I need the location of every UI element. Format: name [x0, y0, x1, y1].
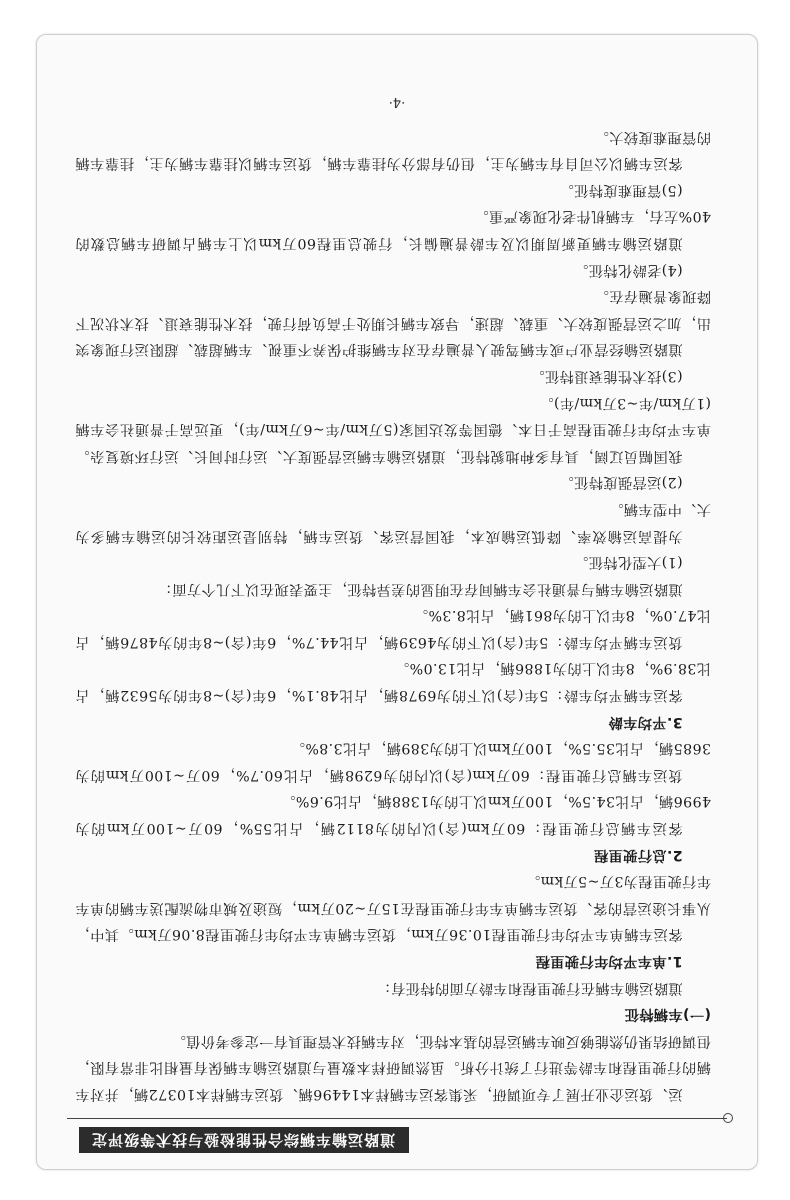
- paragraph: 为提高运输效率、降低运输成本，我国营运客、货运车辆，特别是运距较长的运输车辆多为大、中型车辆。: [75, 500, 711, 544]
- paragraph: 道路运输车辆更新周期以及车龄普遍偏长，行驶总里程60万km以上车辆占调研车辆总数的40%左右，车辆机件老化现象严重。: [75, 208, 711, 251]
- paragraph: 道路运输车辆与普通社会车辆间存在明显的差异特征，主要表现在以下几个方面：: [157, 580, 683, 597]
- paragraph: (1)大型化特征。: [573, 554, 683, 571]
- paragraph: 客运车辆以公司自有车辆为主，但仍有部分为挂靠车辆，货运车辆以挂靠车辆为主，挂靠车辆的管理难度较大。: [75, 128, 711, 172]
- body-text: [75, 123, 711, 1107]
- paragraph: (5)管理难度特征。: [559, 181, 683, 198]
- subsection-heading: 1.单车平均年行驶里程: [535, 953, 683, 970]
- running-header: [67, 1123, 727, 1153]
- paragraph: (4)老龄化特征。: [573, 261, 683, 278]
- paragraph: (2)运营强度特征。: [559, 474, 683, 491]
- paragraph: 货运车辆总行驶里程：60万km(含)以内的为6298辆，占比60.7%，60万~100万km的为3685辆，占比35.5%，100万km以上的为389辆，占比3.8%。: [75, 740, 711, 783]
- paragraph: 道路运输车辆在行驶里程和车龄方面的特征有：: [376, 979, 683, 996]
- page-number: ·4·: [388, 94, 406, 109]
- paragraph: 货运车辆平均车龄：5年(含)以下的为4639辆，占比44.7%，6年(含)~8年的为4876辆，占比47.0%，8年以上的为861辆，占比8.3%。: [75, 607, 711, 650]
- paragraph: 客运车辆平均车龄：5年(含)以下的为6978辆，占比48.1%，6年(含)~8年的为5632辆，占比38.9%，8年以上的为1886辆，占比13.0%。: [75, 660, 711, 704]
- paragraph: 客运车辆单车平均年行驶里程10.36万km，货运车辆单车平均年行驶里程8.06万km。其中，从事长途运营的客、货运车辆单车年行驶里程在15万~20万km，短途及城市物流配送车辆的单车年行驶里程为3万~5万km。: [75, 873, 711, 943]
- paragraph: 运、货运企业开展了专项调研，采集客运车辆样本14496辆、货运车辆样本10372辆，并对车辆的行驶里程和车龄等进行了统计分析。虽然调研样本数量与道路运输车辆保有量相比非常有限，但调研结果仍然能够反映车辆运营的基本特征，对车辆技术管理具有一定参考价值。: [75, 1032, 711, 1102]
- paragraph: 道路运输经营业户或车辆驾驶人普遍存在对车辆维护保养不重视、车辆超载、超限运行现象突出，加之运营强度较大、重载、超速，导致车辆长期处于高负荷行驶，技术性能衰退、技术状况下降现象普遍存在。: [75, 288, 711, 358]
- paragraph: 我国幅员辽阔，具有多种地貌特征，道路运输车辆运营强度大、运行时间长、运行环境复杂。单车平均年行驶里程高于日本、德国等发达国家(5万km/年~6万km/年)，更远高于普通社会车辆(1万km/年~3万km/年)。: [75, 394, 711, 464]
- scanned-page-frame: [36, 34, 758, 1170]
- rotated-page: [37, 35, 757, 1169]
- subsection-heading: 3.平均车龄: [608, 713, 683, 730]
- subsection-heading: 2.总行驶里程: [593, 846, 683, 863]
- header-rule: [67, 1118, 727, 1119]
- paragraph: (3)技术性能衰退特征。: [530, 367, 683, 384]
- running-header-title: 道路运输车辆综合性能检验与技术等级评定: [79, 1127, 409, 1153]
- paragraph: 客运车辆总行驶里程：60万km(含)以内的为8112辆，占比55%，60万~100万km的为4996辆，占比34.5%，100万km以上的为1388辆，占比9.6%。: [75, 793, 711, 837]
- section-heading: (一)车辆特征: [624, 1006, 711, 1023]
